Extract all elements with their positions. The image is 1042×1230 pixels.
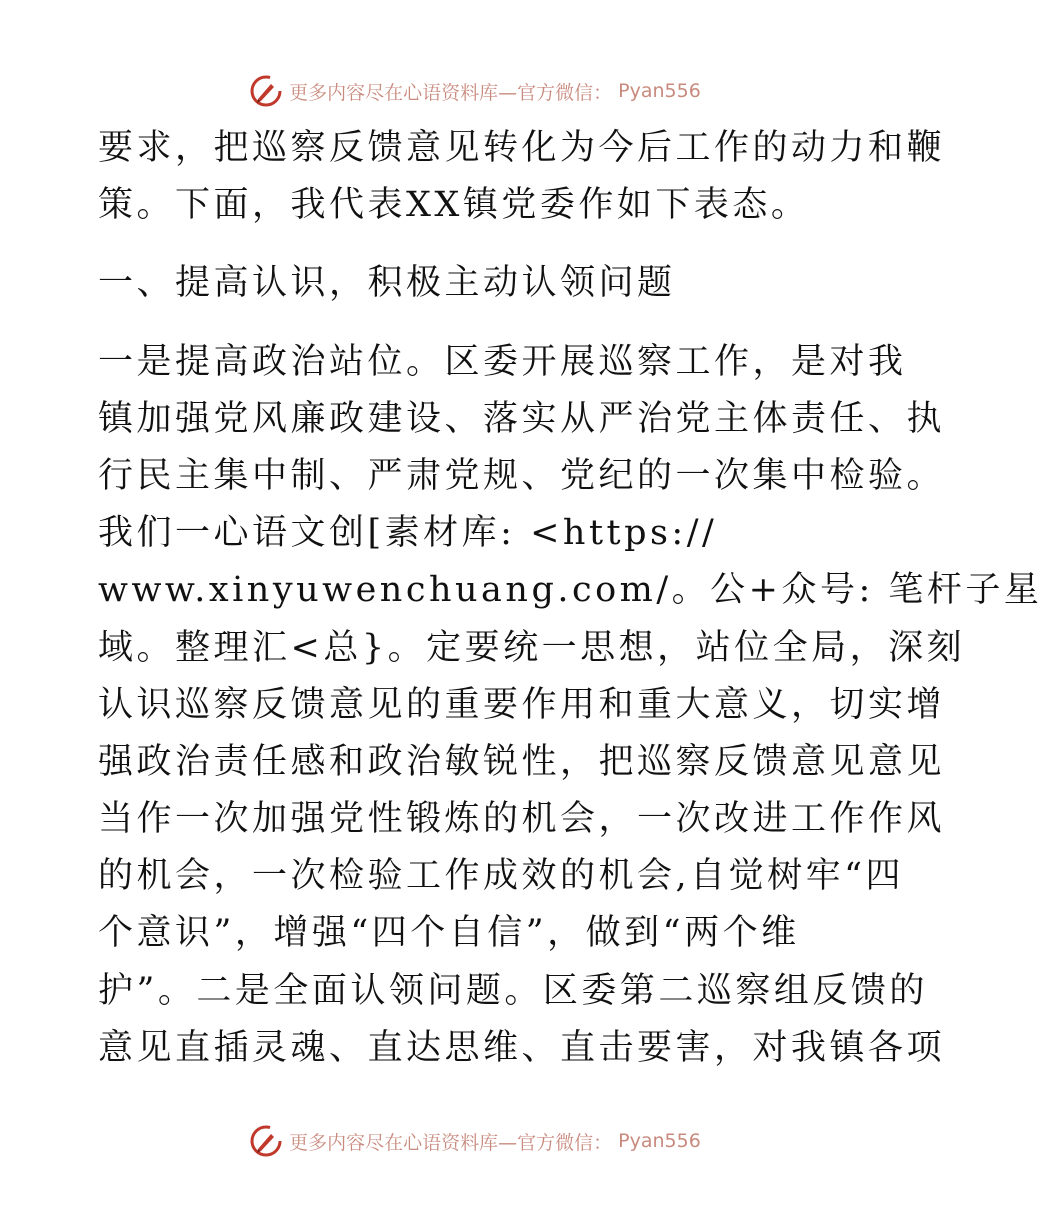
text-line: 护”。二是全面认领问题。区委第二巡察组反馈的 <box>98 970 928 1011</box>
text-line: 策。下面，我代表XX镇党委作如下表态。 <box>98 185 810 226</box>
text-line: 强政治责任感和政治敏锐性，把巡察反馈意见意见 <box>98 741 946 782</box>
text-line: 意见直插灵魂、直达思维、直击要害，对我镇各项 <box>98 1027 946 1068</box>
document-body <box>98 120 1042 1077</box>
text-line: 域。整理汇<总}。定要统一思想，站位全局，深刻 <box>98 627 966 668</box>
watermark-wechat-id: Pyan556 <box>618 1130 701 1152</box>
pen-logo-icon <box>249 74 283 108</box>
watermark-wechat-id: Pyan556 <box>618 80 701 102</box>
text-line: 要求，把巡察反馈意见转化为今后工作的动力和鞭 <box>98 128 946 168</box>
watermark-text: 更多内容尽在心语资料库—官方微信： <box>289 1131 613 1154</box>
footer-watermark <box>0 1124 950 1158</box>
text-line: 个意识”，增强“四个自信”，做到“两个维 <box>98 913 800 954</box>
watermark-text: 更多内容尽在心语资料库—官方微信： <box>289 81 613 104</box>
text-line: 认识巡察反馈意见的重要作用和重大意义，切实增 <box>98 684 946 725</box>
text-line: 的机会，一次检验工作成效的机会,自觉树牢“四 <box>98 856 905 897</box>
text-line: 我们一心语文创[素材库: <https:// <box>98 513 718 554</box>
text-line: 行民主集中制、严肃党规、党纪的一次集中检验。 <box>98 455 946 496</box>
header-watermark <box>0 74 950 108</box>
text-line: 镇加强党风廉政建设、落实从严治党主体责任、执 <box>98 398 946 439</box>
section-heading: 一、提高认识，积极主动认领问题 <box>98 263 676 304</box>
text-line: 一是提高政治站位。区委开展巡察工作，是对我 <box>98 341 907 382</box>
text-line: www.xinyuwenchuang.com/。公+众号: 笔杆子星 <box>98 570 1042 611</box>
pen-logo-icon <box>249 1124 283 1158</box>
text-line: 当作一次加强党性锻炼的机会，一次改进工作作风 <box>98 799 946 840</box>
